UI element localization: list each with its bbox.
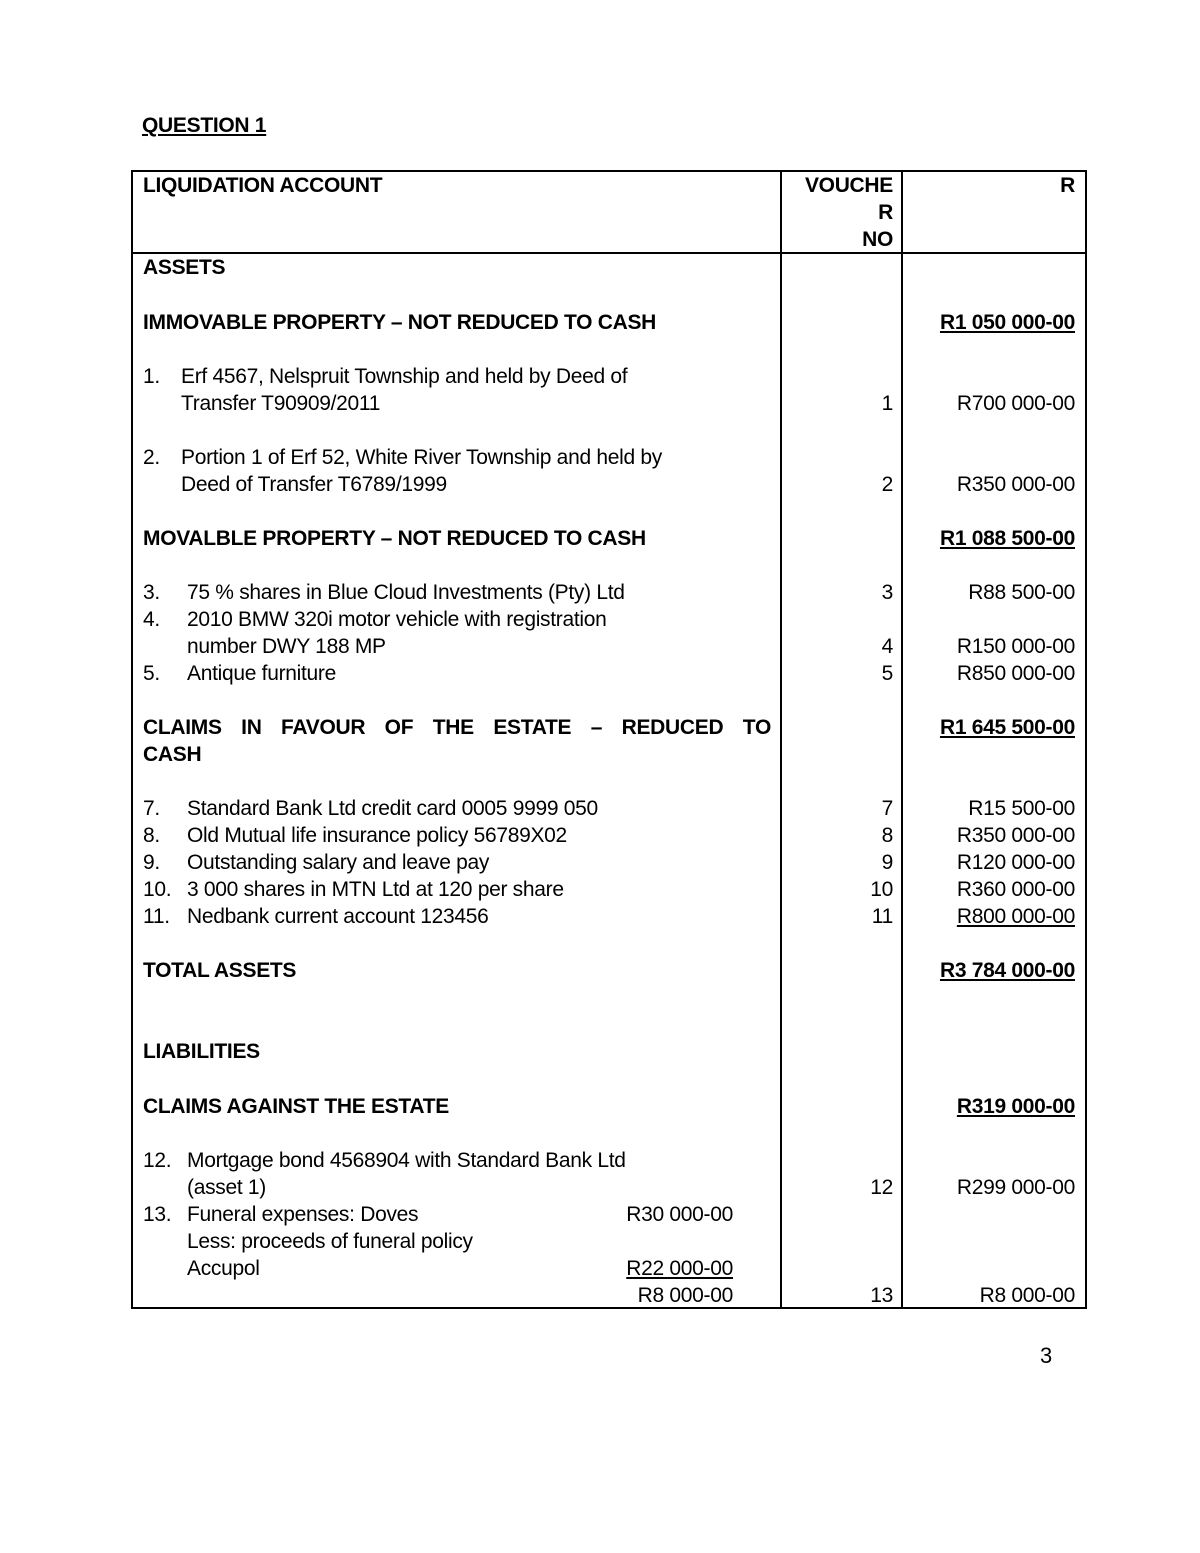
- item-amount: R350 000-00: [956, 824, 1075, 847]
- item-voucher: 5: [881, 662, 893, 685]
- funeral-policy-amount: R22 000-00: [626, 1257, 733, 1280]
- item-amount: R299 000-00: [956, 1176, 1075, 1199]
- item-voucher: 7: [881, 797, 893, 820]
- item-number: 13.: [143, 1203, 172, 1226]
- item-description: Antique furniture: [187, 662, 336, 685]
- item-number: 9.: [143, 851, 160, 874]
- column-divider-voucher: [780, 172, 782, 1307]
- assets-title: ASSETS: [143, 256, 226, 279]
- item-description: Accupol: [187, 1257, 260, 1280]
- item-description: 3 000 shares in MTN Ltd at 120 per share: [187, 878, 564, 901]
- immovable-total: R1 050 000-00: [939, 311, 1075, 334]
- item-voucher: 12: [870, 1176, 893, 1199]
- item-description: 2010 BMW 320i motor vehicle with registration: [187, 608, 607, 631]
- funeral-expenses-amount: R30 000-00: [626, 1203, 733, 1226]
- header-divider: [133, 252, 1085, 254]
- item-description: Less: proceeds of funeral policy: [187, 1230, 473, 1253]
- item-amount: R8 000-00: [979, 1284, 1075, 1307]
- item-description: (asset 1): [187, 1176, 266, 1199]
- item-description: Nedbank current account 123456: [187, 905, 489, 928]
- item-number: 11.: [143, 905, 170, 928]
- claims-for-title: CLAIMS IN FAVOUR OF THE ESTATE – REDUCED TO: [143, 716, 771, 739]
- item-voucher: 11: [871, 905, 893, 928]
- item-voucher: 8: [881, 824, 893, 847]
- item-amount: R120 000-00: [956, 851, 1075, 874]
- item-number: 8.: [143, 824, 160, 847]
- item-description: Outstanding salary and leave pay: [187, 851, 490, 874]
- liquidation-account-table: [131, 170, 1087, 1309]
- item-voucher: 10: [870, 878, 893, 901]
- item-description: 75 % shares in Blue Cloud Investments (Pty) Ltd: [187, 581, 625, 604]
- item-description: Transfer T90909/2011: [181, 392, 381, 415]
- item-voucher: 13: [870, 1284, 893, 1307]
- item-amount: R800 000-00: [956, 905, 1075, 928]
- item-number: 12.: [143, 1149, 172, 1172]
- item-description: Portion 1 of Erf 52, White River Township and held by: [181, 446, 662, 469]
- immovable-title: IMMOVABLE PROPERTY – NOT REDUCED TO CASH: [143, 311, 657, 334]
- total-assets-label: TOTAL ASSETS: [143, 959, 297, 982]
- col-voucher-line1: VOUCHE: [804, 174, 893, 197]
- item-amount: R350 000-00: [956, 473, 1075, 496]
- item-description: Old Mutual life insurance policy 56789X02: [187, 824, 567, 847]
- col-voucher-line2: R: [878, 201, 893, 224]
- item-amount: R150 000-00: [956, 635, 1075, 658]
- item-voucher: 9: [881, 851, 893, 874]
- item-description: Erf 4567, Nelspruit Township and held by Deed of: [181, 365, 628, 388]
- question-heading: QUESTION 1: [142, 114, 267, 137]
- item-number: 3.: [143, 581, 160, 604]
- item-number: 2.: [143, 446, 160, 469]
- item-amount: R15 500-00: [968, 797, 1075, 820]
- liabilities-title: LIABILITIES: [143, 1040, 260, 1063]
- claims-against-title: CLAIMS AGAINST THE ESTATE: [143, 1095, 449, 1118]
- item-voucher: 2: [881, 473, 893, 496]
- item-number: 7.: [143, 797, 160, 820]
- item-number: 10.: [143, 878, 172, 901]
- item-number: 4.: [143, 608, 160, 631]
- claims-for-title-cont: CASH: [143, 743, 202, 766]
- item-amount: R850 000-00: [956, 662, 1075, 685]
- claims-against-total: R319 000-00: [956, 1095, 1075, 1118]
- item-number: 5.: [143, 662, 160, 685]
- item-amount: R700 000-00: [956, 392, 1075, 415]
- item-amount: R360 000-00: [956, 878, 1075, 901]
- page-number: 3: [1040, 1343, 1053, 1368]
- movable-title: MOVALBLE PROPERTY – NOT REDUCED TO CASH: [143, 527, 646, 550]
- item-description: Mortgage bond 4568904 with Standard Bank Ltd: [187, 1149, 626, 1172]
- item-description: Deed of Transfer T6789/1999: [181, 473, 447, 496]
- item-description: number DWY 188 MP: [187, 635, 386, 658]
- col-title: LIQUIDATION ACCOUNT: [143, 174, 383, 197]
- total-assets-value: R3 784 000-00: [939, 959, 1075, 982]
- item-number: 1.: [143, 365, 160, 388]
- item-description: Standard Bank Ltd credit card 0005 9999 050: [187, 797, 598, 820]
- col-amount: R: [1060, 174, 1075, 197]
- item-voucher: 3: [881, 581, 893, 604]
- item-voucher: 4: [881, 635, 893, 658]
- item-voucher: 1: [881, 392, 893, 415]
- column-divider-amount: [901, 172, 903, 1307]
- movable-total: R1 088 500-00: [939, 527, 1075, 550]
- item-description: Funeral expenses: Doves: [187, 1203, 419, 1226]
- item-amount: R88 500-00: [968, 581, 1075, 604]
- claims-for-total: R1 645 500-00: [939, 716, 1075, 739]
- funeral-net-amount: R8 000-00: [637, 1284, 733, 1307]
- col-voucher-line3: NO: [862, 228, 893, 251]
